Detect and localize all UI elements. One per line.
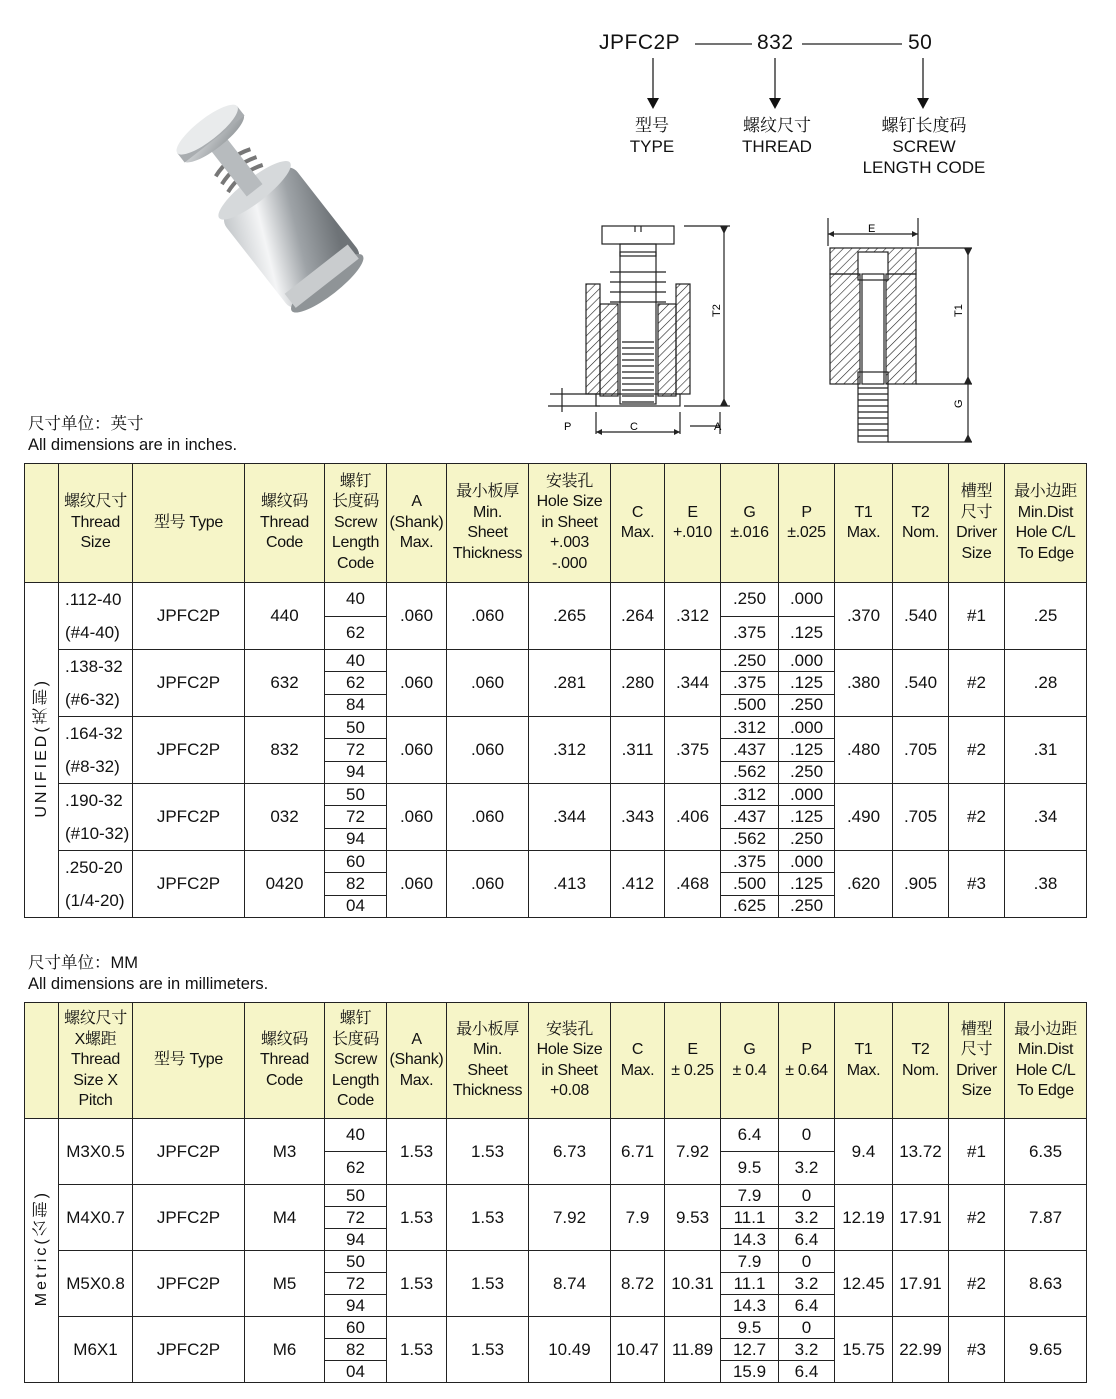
side-label-text: Metric(公制) [32,1189,50,1307]
p-value: 3.2 [779,1207,835,1229]
min-edge: 9.65 [1005,1317,1087,1383]
min-edge: 8.63 [1005,1251,1087,1317]
hdr-thread: 螺纹尺寸 X螺距 Thread Size X Pitch [59,1003,133,1119]
side-label [25,1119,59,1383]
shank-max: 1.53 [387,1317,447,1383]
hole-size: 10.49 [529,1317,611,1383]
t1-max: .480 [835,717,893,784]
shank-max: .060 [387,851,447,918]
e-value: 9.53 [665,1185,721,1251]
min-edge: .34 [1005,784,1087,851]
hole-size: 8.74 [529,1251,611,1317]
hdr-g: G ± 0.4 [721,1003,779,1119]
min-sheet: .060 [447,583,529,650]
thread-size-alt: (#4-40) [65,623,120,642]
driver-size: #1 [949,583,1005,650]
type-cell: JPFC2P [133,717,245,784]
hdr-c: C Max. [611,1003,665,1119]
length-code: 60 [325,1317,387,1339]
unified-units-note: 尺寸单位：英寸 All dimensions are in inches. [28,415,238,454]
metric-body [25,1119,1087,1383]
thread-size [59,784,133,851]
hdr-t1: T1 Max. [835,464,893,583]
p-value: .125 [779,616,835,650]
hdr-a: A (Shank) Max. [387,464,447,583]
type-cell: JPFC2P [133,583,245,650]
thread-size-alt: (#10-32) [65,824,130,843]
thread-code: M3 [245,1119,325,1185]
e-value: .406 [665,784,721,851]
length-code: 94 [325,761,387,783]
c-max: 8.72 [611,1251,665,1317]
thread-size: M5X0.8 [59,1251,133,1317]
hdr-hole: 安装孔 Hole Size in Sheet +.003 -.000 [529,464,611,583]
thread-code: 0420 [245,851,325,918]
g-value: 9.5 [721,1317,779,1339]
min-edge: 6.35 [1005,1119,1087,1185]
driver-size: #2 [949,1251,1005,1317]
thread-code: 032 [245,784,325,851]
p-value: .125 [779,739,835,761]
e-value: 10.31 [665,1251,721,1317]
min-sheet: 1.53 [447,1119,529,1185]
code-length: 50 [908,31,933,54]
table-row [25,583,1087,617]
min-sheet: 1.53 [447,1185,529,1251]
g-value: .250 [721,650,779,672]
hdr-g: G ±.016 [721,464,779,583]
p-value: .250 [779,694,835,716]
thread-code: M4 [245,1185,325,1251]
product-photo [150,90,390,330]
table-row [25,784,1087,806]
hdr-code: 螺纹码 Thread Code [245,1003,325,1119]
length-code: 62 [325,672,387,694]
thread-size-alt: (#8-32) [65,757,120,776]
table-row [25,1251,1087,1273]
p-value: .125 [779,672,835,694]
hdr-driver: 槽型 尺寸 Driver Size [949,1003,1005,1119]
length-code: 72 [325,1273,387,1295]
min-sheet: .060 [447,784,529,851]
t1-max: .380 [835,650,893,717]
p-value: 0 [779,1185,835,1207]
p-value: 6.4 [779,1295,835,1317]
t1-max: 9.4 [835,1119,893,1185]
thread-size: M4X0.7 [59,1185,133,1251]
dim-g: G [953,399,965,408]
p-value: .250 [779,895,835,917]
table-row [25,650,1087,672]
g-value: .625 [721,895,779,917]
length-code: 82 [325,1339,387,1361]
unified-body [25,583,1087,918]
min-edge: .31 [1005,717,1087,784]
g-value: 9.5 [721,1152,779,1185]
length-code: 72 [325,1207,387,1229]
hdr-hole: 安装孔 Hole Size in Sheet +0.08 [529,1003,611,1119]
dim-t2: T2 [711,304,723,317]
t2-nom: .905 [893,851,949,918]
e-value: .468 [665,851,721,918]
p-value: 3.2 [779,1152,835,1185]
g-value: .312 [721,717,779,739]
t1-max: 12.19 [835,1185,893,1251]
thread-code: 632 [245,650,325,717]
p-value: 6.4 [779,1229,835,1251]
length-code: 72 [325,806,387,828]
type-cell: JPFC2P [133,1317,245,1383]
p-value: .000 [779,650,835,672]
g-value: 7.9 [721,1251,779,1273]
min-sheet: 1.53 [447,1317,529,1383]
p-value: .000 [779,717,835,739]
c-max: .412 [611,851,665,918]
t2-nom: 17.91 [893,1251,949,1317]
hdr-p: P ± 0.64 [779,1003,835,1119]
thread-size [59,851,133,918]
t2-nom: .705 [893,717,949,784]
type-cell: JPFC2P [133,1251,245,1317]
e-value: .312 [665,583,721,650]
length-code: 60 [325,851,387,873]
min-edge: .25 [1005,583,1087,650]
e-value: .344 [665,650,721,717]
hdr-length: 螺钉 长度码 Screw Length Code [325,1003,387,1119]
dim-e: E [868,223,876,235]
length-code: 40 [325,583,387,617]
thread-code: 832 [245,717,325,784]
length-code: 62 [325,1152,387,1185]
length-code: 72 [325,739,387,761]
hdr-t2: T2 Nom. [893,1003,949,1119]
hole-size: .413 [529,851,611,918]
thread-size [59,583,133,650]
e-value: .375 [665,717,721,784]
length-code: 94 [325,1295,387,1317]
table-row [25,1317,1087,1339]
length-code: 62 [325,616,387,650]
p-value: .250 [779,761,835,783]
hdr-code: 螺纹码 Thread Code [245,464,325,583]
metric-spec-table [24,1002,1087,1383]
hdr-sheet: 最小板厚 Min. Sheet Thickness [447,464,529,583]
hdr-edge: 最小边距 Min.Dist Hole C/L To Edge [1005,464,1087,583]
hole-size: .281 [529,650,611,717]
side-label-text: UNIFIED(英制) [32,677,50,818]
g-value: .375 [721,851,779,873]
dim-a: A [714,421,722,433]
length-code: 04 [325,895,387,917]
metric-units-note: 尺寸单位：MM All dimensions are in millimeters. [28,954,269,993]
thread-size-value: .190-32 [65,791,123,810]
code-type: JPFC2P [599,31,681,54]
length-code: 82 [325,873,387,895]
type-cell: JPFC2P [133,1119,245,1185]
hole-size: 7.92 [529,1185,611,1251]
g-value: 14.3 [721,1229,779,1251]
g-value: 11.1 [721,1273,779,1295]
length-code: 40 [325,650,387,672]
shank-max: 1.53 [387,1119,447,1185]
label-thread: 螺纹尺寸 THREAD [742,116,812,156]
unified-spec-table [24,463,1087,918]
length-code: 50 [325,1185,387,1207]
shank-max: .060 [387,717,447,784]
g-value: .437 [721,739,779,761]
t1-max: .490 [835,784,893,851]
min-sheet: .060 [447,851,529,918]
thread-size-value: .250-20 [65,858,123,877]
table-row [25,1119,1087,1152]
min-sheet: .060 [447,650,529,717]
length-code: 50 [325,717,387,739]
length-code: 94 [325,1229,387,1251]
thread-size [59,717,133,784]
driver-size: #1 [949,1119,1005,1185]
g-value: .562 [721,761,779,783]
t1-max: .370 [835,583,893,650]
driver-size: #3 [949,851,1005,918]
thread-size-value: .164-32 [65,724,123,743]
thread-size [59,650,133,717]
p-value: 0 [779,1119,835,1152]
hdr-type: 型号 Type [133,1003,245,1119]
driver-size: #2 [949,650,1005,717]
thread-size-value: .138-32 [65,657,123,676]
g-value: 7.9 [721,1185,779,1207]
driver-size: #3 [949,1317,1005,1383]
shank-max: .060 [387,784,447,851]
p-value: 6.4 [779,1361,835,1383]
table-row [25,717,1087,739]
g-value: .375 [721,672,779,694]
code-connector-lines [590,38,950,118]
c-max: 6.71 [611,1119,665,1185]
hdr-e: E +.010 [665,464,721,583]
p-value: .125 [779,806,835,828]
t2-nom: .705 [893,784,949,851]
p-value: 3.2 [779,1273,835,1295]
dim-p: P [564,421,572,433]
e-value: 7.92 [665,1119,721,1185]
side-label [25,583,59,918]
t2-nom: 13.72 [893,1119,949,1185]
driver-size: #2 [949,784,1005,851]
side-header [25,464,59,583]
t2-nom: .540 [893,650,949,717]
p-value: 0 [779,1251,835,1273]
g-value: .312 [721,784,779,806]
hdr-t2: T2 Nom. [893,464,949,583]
driver-size: #2 [949,1185,1005,1251]
p-value: .125 [779,873,835,895]
thread-size-value: .112-40 [65,590,122,609]
g-value: .500 [721,873,779,895]
p-value: 0 [779,1317,835,1339]
driver-size: #2 [949,717,1005,784]
t1-max: 12.45 [835,1251,893,1317]
thread-size: M3X0.5 [59,1119,133,1185]
g-value: 14.3 [721,1295,779,1317]
g-value: .250 [721,583,779,617]
side-header [25,1003,59,1119]
length-code: 50 [325,1251,387,1273]
min-sheet: 1.53 [447,1251,529,1317]
dim-c: C [630,421,638,433]
g-value: .500 [721,694,779,716]
g-value: 15.9 [721,1361,779,1383]
label-screw-length: 螺钉长度码 SCREW LENGTH CODE [862,116,986,177]
c-max: .311 [611,717,665,784]
dim-t1: T1 [953,304,965,317]
type-cell: JPFC2P [133,650,245,717]
g-value: 12.7 [721,1339,779,1361]
hdr-c: C Max. [611,464,665,583]
g-value: .437 [721,806,779,828]
hdr-type: 型号 Type [133,464,245,583]
hdr-driver: 槽型 尺寸 Driver Size [949,464,1005,583]
length-code: 04 [325,1361,387,1383]
shank-max: 1.53 [387,1185,447,1251]
thread-size-alt: (#6-32) [65,690,120,709]
hdr-t1: T1 Max. [835,1003,893,1119]
length-code: 84 [325,694,387,716]
shank-max: 1.53 [387,1251,447,1317]
g-value: 11.1 [721,1207,779,1229]
t1-max: 15.75 [835,1317,893,1383]
hdr-p: P ±.025 [779,464,835,583]
c-max: 10.47 [611,1317,665,1383]
t1-max: .620 [835,851,893,918]
hdr-length: 螺钉 长度码 Screw Length Code [325,464,387,583]
p-value: .000 [779,583,835,617]
thread-code: M6 [245,1317,325,1383]
hole-size: .312 [529,717,611,784]
thread-size: M6X1 [59,1317,133,1383]
min-sheet: .060 [447,717,529,784]
label-type: 型号 TYPE [629,116,675,156]
c-max: .343 [611,784,665,851]
length-code: 50 [325,784,387,806]
technical-drawing [540,212,990,448]
table-row [25,1185,1087,1207]
type-cell: JPFC2P [133,1185,245,1251]
g-value: 6.4 [721,1119,779,1152]
length-code: 40 [325,1119,387,1152]
table-row [25,851,1087,873]
min-edge: .38 [1005,851,1087,918]
c-max: .280 [611,650,665,717]
hdr-thread: 螺纹尺寸 Thread Size [59,464,133,583]
thread-size-alt: (1/4-20) [65,891,125,910]
t2-nom: .540 [893,583,949,650]
hdr-a: A (Shank) Max. [387,1003,447,1119]
g-value: .375 [721,616,779,650]
hole-size: .344 [529,784,611,851]
e-value: 11.89 [665,1317,721,1383]
hdr-sheet: 最小板厚 Min. Sheet Thickness [447,1003,529,1119]
hdr-edge: 最小边距 Min.Dist Hole C/L To Edge [1005,1003,1087,1119]
min-edge: .28 [1005,650,1087,717]
thread-code: 440 [245,583,325,650]
p-value: .000 [779,784,835,806]
c-max: .264 [611,583,665,650]
g-value: .562 [721,828,779,850]
p-value: .000 [779,851,835,873]
type-cell: JPFC2P [133,784,245,851]
type-cell: JPFC2P [133,851,245,918]
t2-nom: 22.99 [893,1317,949,1383]
code-thread: 832 [757,31,794,54]
p-value: 3.2 [779,1339,835,1361]
hole-size: .265 [529,583,611,650]
c-max: 7.9 [611,1185,665,1251]
shank-max: .060 [387,583,447,650]
thread-code: M5 [245,1251,325,1317]
min-edge: 7.87 [1005,1185,1087,1251]
hole-size: 6.73 [529,1119,611,1185]
t2-nom: 17.91 [893,1185,949,1251]
p-value: .250 [779,828,835,850]
shank-max: .060 [387,650,447,717]
length-code: 94 [325,828,387,850]
hdr-e: E ± 0.25 [665,1003,721,1119]
